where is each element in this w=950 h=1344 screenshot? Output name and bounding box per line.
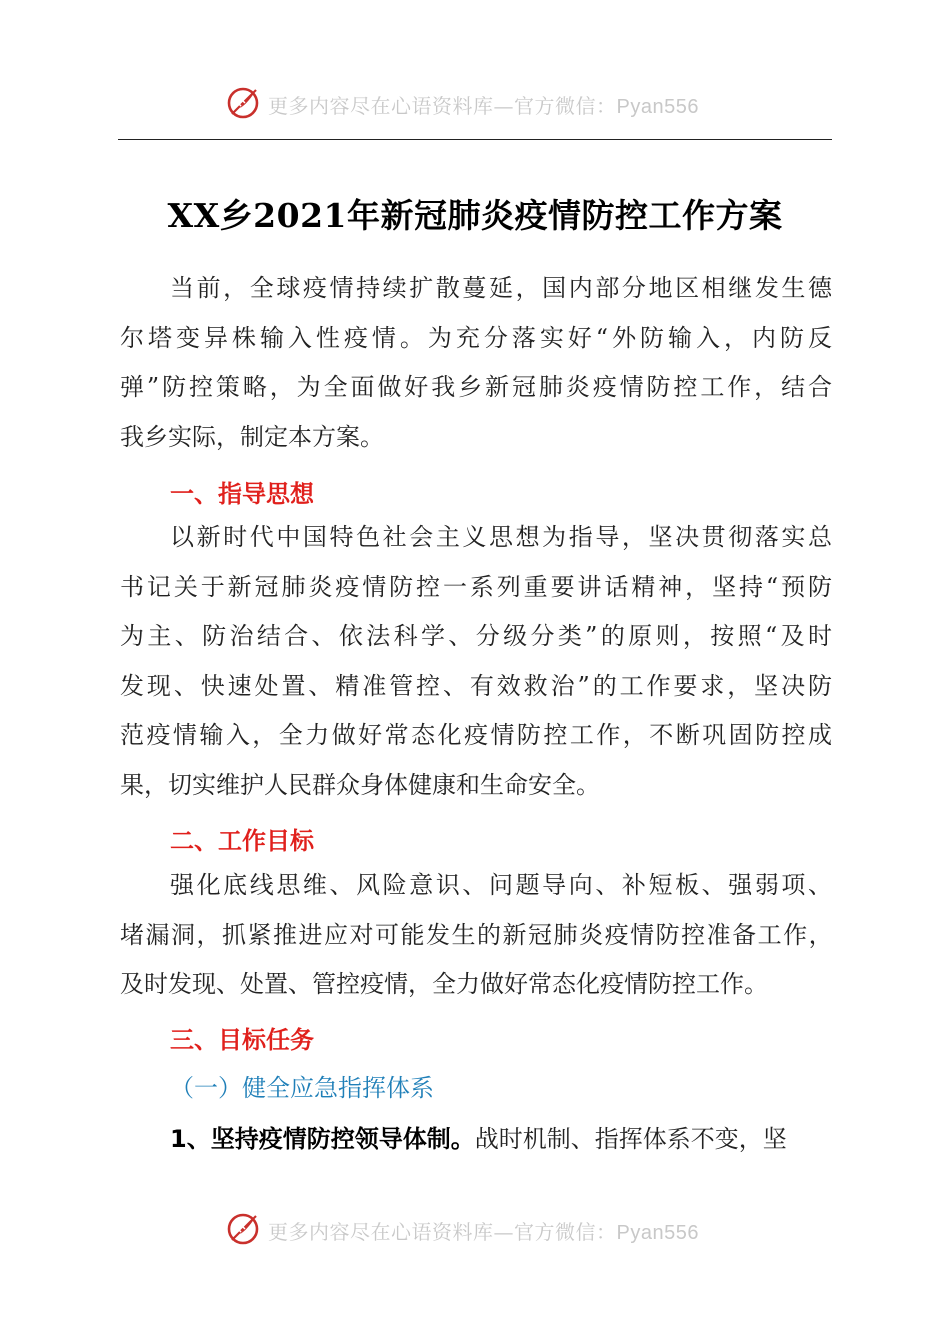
text-line: 书记关于新冠肺炎疫情防控一系列重要讲话精神，坚持“预防: [120, 572, 832, 601]
task-item-text: 战时机制、指挥体系不变，坚: [474, 1125, 787, 1153]
text-line: 为主、防治结合、依法科学、分级分类”的原则，按照“及时: [120, 622, 832, 651]
task-item-title: 坚持疫情防控领导体制。: [210, 1125, 475, 1153]
text-line: 我乡实际，制定本方案。: [120, 422, 384, 451]
text-line: 弹”防控策略，为全面做好我乡新冠肺炎疫情防控工作，结合: [120, 373, 832, 402]
text-line: 果，切实维护人民群众身体健康和生命安全。: [120, 770, 600, 799]
section-heading-guiding-ideology: 一、指导思想: [170, 480, 314, 508]
task-item-1: [170, 1119, 832, 1154]
footer-watermark: [0, 1210, 950, 1250]
text-line: 发现、快速处置、精准管控、有效救治”的工作要求，坚决防: [120, 671, 832, 700]
text-line: 及时发现、处置、管控疫情，全力做好常态化疫情防控工作。: [120, 970, 768, 999]
document-title: XX乡2021年新冠肺炎疫情防控工作方案: [167, 196, 783, 235]
intro-paragraph: [120, 264, 832, 462]
text-line: 尔塔变异株输入性疫情。为充分落实好“外防输入，内防反: [120, 323, 832, 352]
work-goals-paragraph: [120, 861, 832, 1010]
guiding-ideology-paragraph: [120, 513, 832, 811]
text-line: 范疫情输入，全力做好常态化疫情防控工作，不断巩固防控成: [120, 721, 832, 750]
subsection-heading-command-system: （一）健全应急指挥体系: [170, 1074, 434, 1102]
header-watermark: [0, 84, 950, 124]
watermark-text: 更多内容尽在心语资料库—官方微信：Pyan556: [268, 94, 699, 118]
watermark-text: 更多内容尽在心语资料库—官方微信：Pyan556: [268, 1220, 699, 1244]
text-line: 堵漏洞，抓紧推进应对可能发生的新冠肺炎疫情防控准备工作，: [120, 920, 832, 949]
section-heading-work-goals: 二、工作目标: [170, 827, 314, 855]
text-line: 以新时代中国特色社会主义思想为指导，坚决贯彻落实总: [170, 523, 832, 551]
header-divider: [118, 139, 832, 140]
text-line: 强化底线思维、风险意识、问题导向、补短板、强弱项、: [170, 871, 832, 899]
task-item-number: 1、: [170, 1125, 211, 1153]
feather-logo-icon: [226, 1210, 264, 1248]
section-heading-target-tasks: 三、目标任务: [170, 1026, 314, 1054]
text-line: 当前，全球疫情持续扩散蔓延，国内部分地区相继发生德: [170, 274, 832, 302]
feather-logo-icon: [226, 84, 264, 122]
